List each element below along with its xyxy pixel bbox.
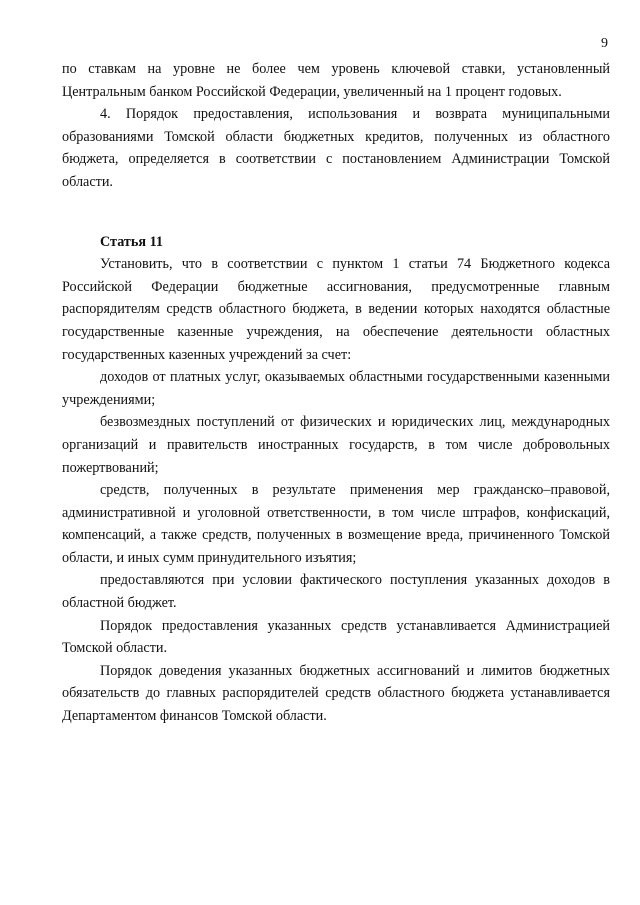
page-number: 9 [601, 36, 608, 51]
paragraph-continued: по ставкам на уровне не более чем уровень ключевой ставки, установленный Центральным банком Российской Федерации, увеличенный на 1 процент годовых. [62, 61, 610, 100]
article-paragraph: средств, полученных в результате применения мер гражданско–правовой, административной и уголовной ответственности, в том числе штрафов, конфискаций, компенсаций, а также средств, полученных в возмещение вреда, причиненного Томской области, и иных сумм принудительного изъятия; [62, 482, 610, 566]
article-paragraph: Порядок доведения указанных бюджетных ассигнований и лимитов бюджетных обязательств до главных распорядителей средств областного бюджета устанавливается Департаментом финансов Томской области. [62, 662, 610, 725]
article-paragraph: Порядок предоставления указанных средств устанавливается Администрацией Томской области. [62, 617, 610, 657]
article-heading: Статья 11 [100, 233, 164, 250]
article-paragraph: безвозмездных поступлений от физических и юридических лиц, международных организаций и правительств иностранных государств, в том числе добровольных пожертвований; [62, 414, 610, 476]
paragraph-item-4: 4. Порядок предоставления, использования и возврата муниципальными образованиями Томской области бюджетных кредитов, полученных из областного бюджета, определяется в соответствии с постановлением Администрации Томской области. [62, 106, 610, 190]
document-body [62, 58, 610, 728]
article-paragraph: Установить, что в соответствии с пунктом 1 статьи 74 Бюджетного кодекса Российской Федерации бюджетные ассигнования, предусмотренные главным распорядителям средств областного бюджета, в ведении которых находятся областные государственные казенные учреждения, на обеспечение деятельности областных государственных казенных учреждений за счет: [62, 256, 610, 363]
article-paragraph: доходов от платных услуг, оказываемых областными государственными казенными учреждениями; [62, 369, 610, 408]
article-paragraph: предоставляются при условии фактического поступления указанных доходов в областной бюджет. [62, 572, 610, 612]
